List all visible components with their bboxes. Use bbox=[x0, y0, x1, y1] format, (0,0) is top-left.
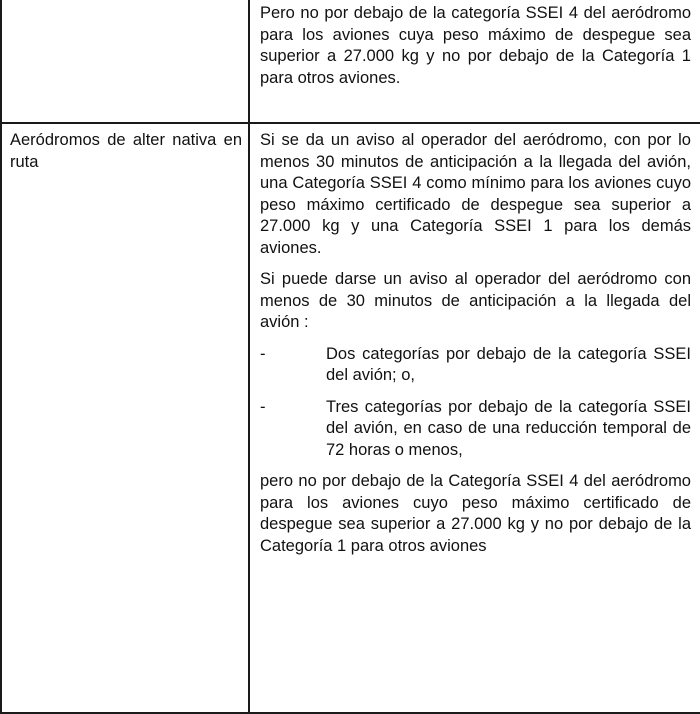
row2-right-cell bbox=[249, 123, 700, 713]
list-item-text: Tres categorías por debajo de la categoría SSEI del avión, en caso de una reducción temporal de 72 horas o menos, bbox=[326, 397, 691, 459]
row1-paragraph: Pero no por debajo de la categoría SSEI 4 del aeródromo para los aviones cuya peso máximo de despegue sea superior a 27.000 kg y no por debajo de la Categoría 1 para otros aviones. bbox=[260, 4, 691, 87]
advance-notice-paragraph: Si se da un aviso al operador del aeródromo, con por lo menos 30 minutos de anticipación a la llegada del avión, una Categoría SSEI 4 como mínimo para los aviones cuyo peso máximo certificado de despegue sea superior a 27.000 kg y una Categoría SSEI 1 para los demás aviones. bbox=[260, 131, 691, 257]
row2-left-cell bbox=[1, 123, 249, 713]
list-item bbox=[260, 397, 691, 462]
list-item-text: Dos categorías por debajo de la categoría SSEI del avión; o, bbox=[326, 344, 691, 384]
list-item bbox=[260, 344, 691, 387]
row1-left-text bbox=[2, 0, 248, 12]
table-row bbox=[1, 0, 700, 123]
row1-left-cell bbox=[1, 0, 249, 123]
dash-marker: - bbox=[260, 344, 266, 363]
aerodrome-type-label: Aeródromos de alter nativa en ruta bbox=[10, 131, 242, 171]
dash-marker: - bbox=[260, 397, 266, 416]
closing-paragraph: pero no por debajo de la Categoría SSEI 4 del aeródromo para los aviones cuyo peso máximo certificado de despegue sea superior a 27.000 kg y no por debajo de la Categoría 1 para otros aviones bbox=[260, 472, 691, 555]
row1-right-cell bbox=[249, 0, 700, 123]
table-row bbox=[1, 123, 700, 713]
short-notice-paragraph: Si puede darse un aviso al operador del aeródromo con menos de 30 minutos de anticipación a la llegada del avión : bbox=[260, 270, 691, 331]
